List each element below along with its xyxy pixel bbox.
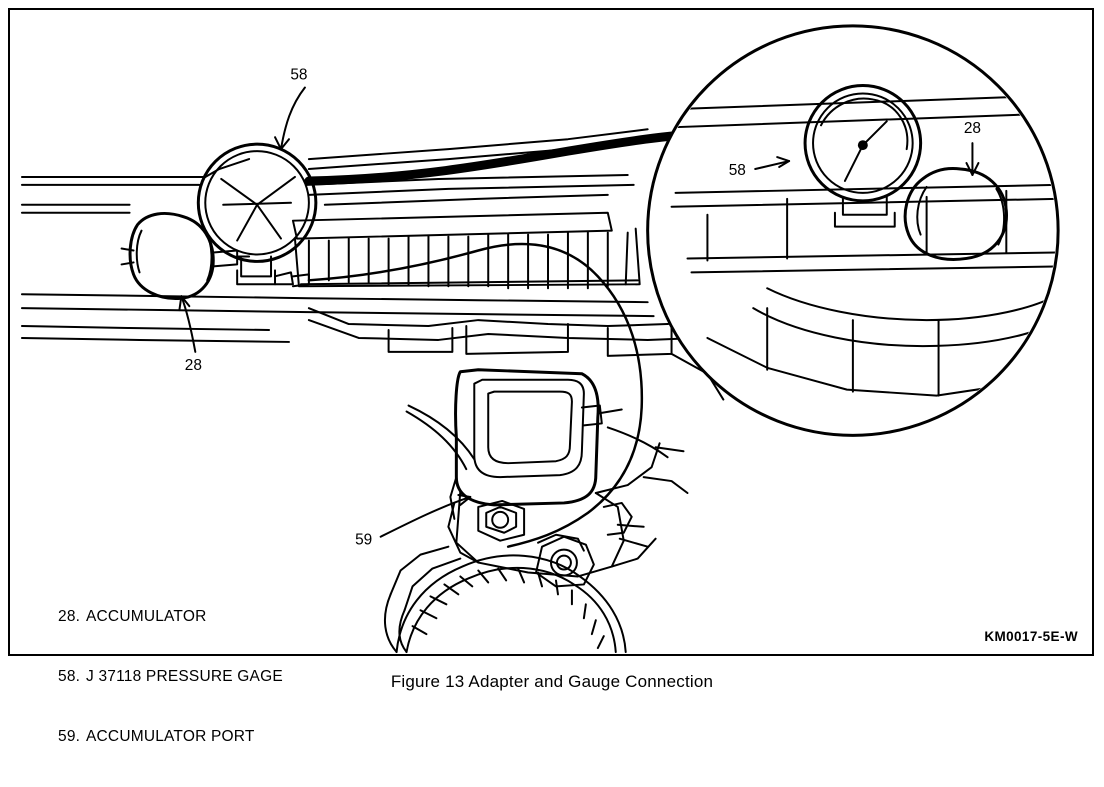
legend-item-label: ACCUMULATOR PORT: [86, 728, 255, 745]
technical-illustration: [10, 10, 1092, 654]
pressure-gauge-58: [198, 144, 316, 286]
figure-caption: Figure 13 Adapter and Gauge Connection: [390, 672, 714, 691]
harness-lines: [407, 406, 688, 493]
legend-item-number: 58.: [58, 668, 81, 685]
drawing-code: KM0017-5E-W: [984, 629, 1078, 644]
callout-58-main: 58: [290, 66, 308, 84]
callout-28-inset: 28: [963, 120, 982, 138]
legend-item: [58, 607, 283, 627]
callout-58-inset: 58: [728, 161, 746, 179]
gauge-hose-upper: [309, 133, 708, 181]
legend-item-label: J 37118 PRESSURE GAGE: [86, 668, 283, 685]
legend-item-number: 59.: [58, 728, 81, 745]
callout-28-main: 28: [184, 356, 202, 374]
legend-item-number: 28.: [58, 608, 81, 625]
callout-59-main: 59: [355, 531, 373, 549]
cowl-panel-lines: [22, 175, 654, 342]
legend-item: [58, 727, 283, 747]
legend-item-label: ACCUMULATOR: [86, 608, 207, 625]
